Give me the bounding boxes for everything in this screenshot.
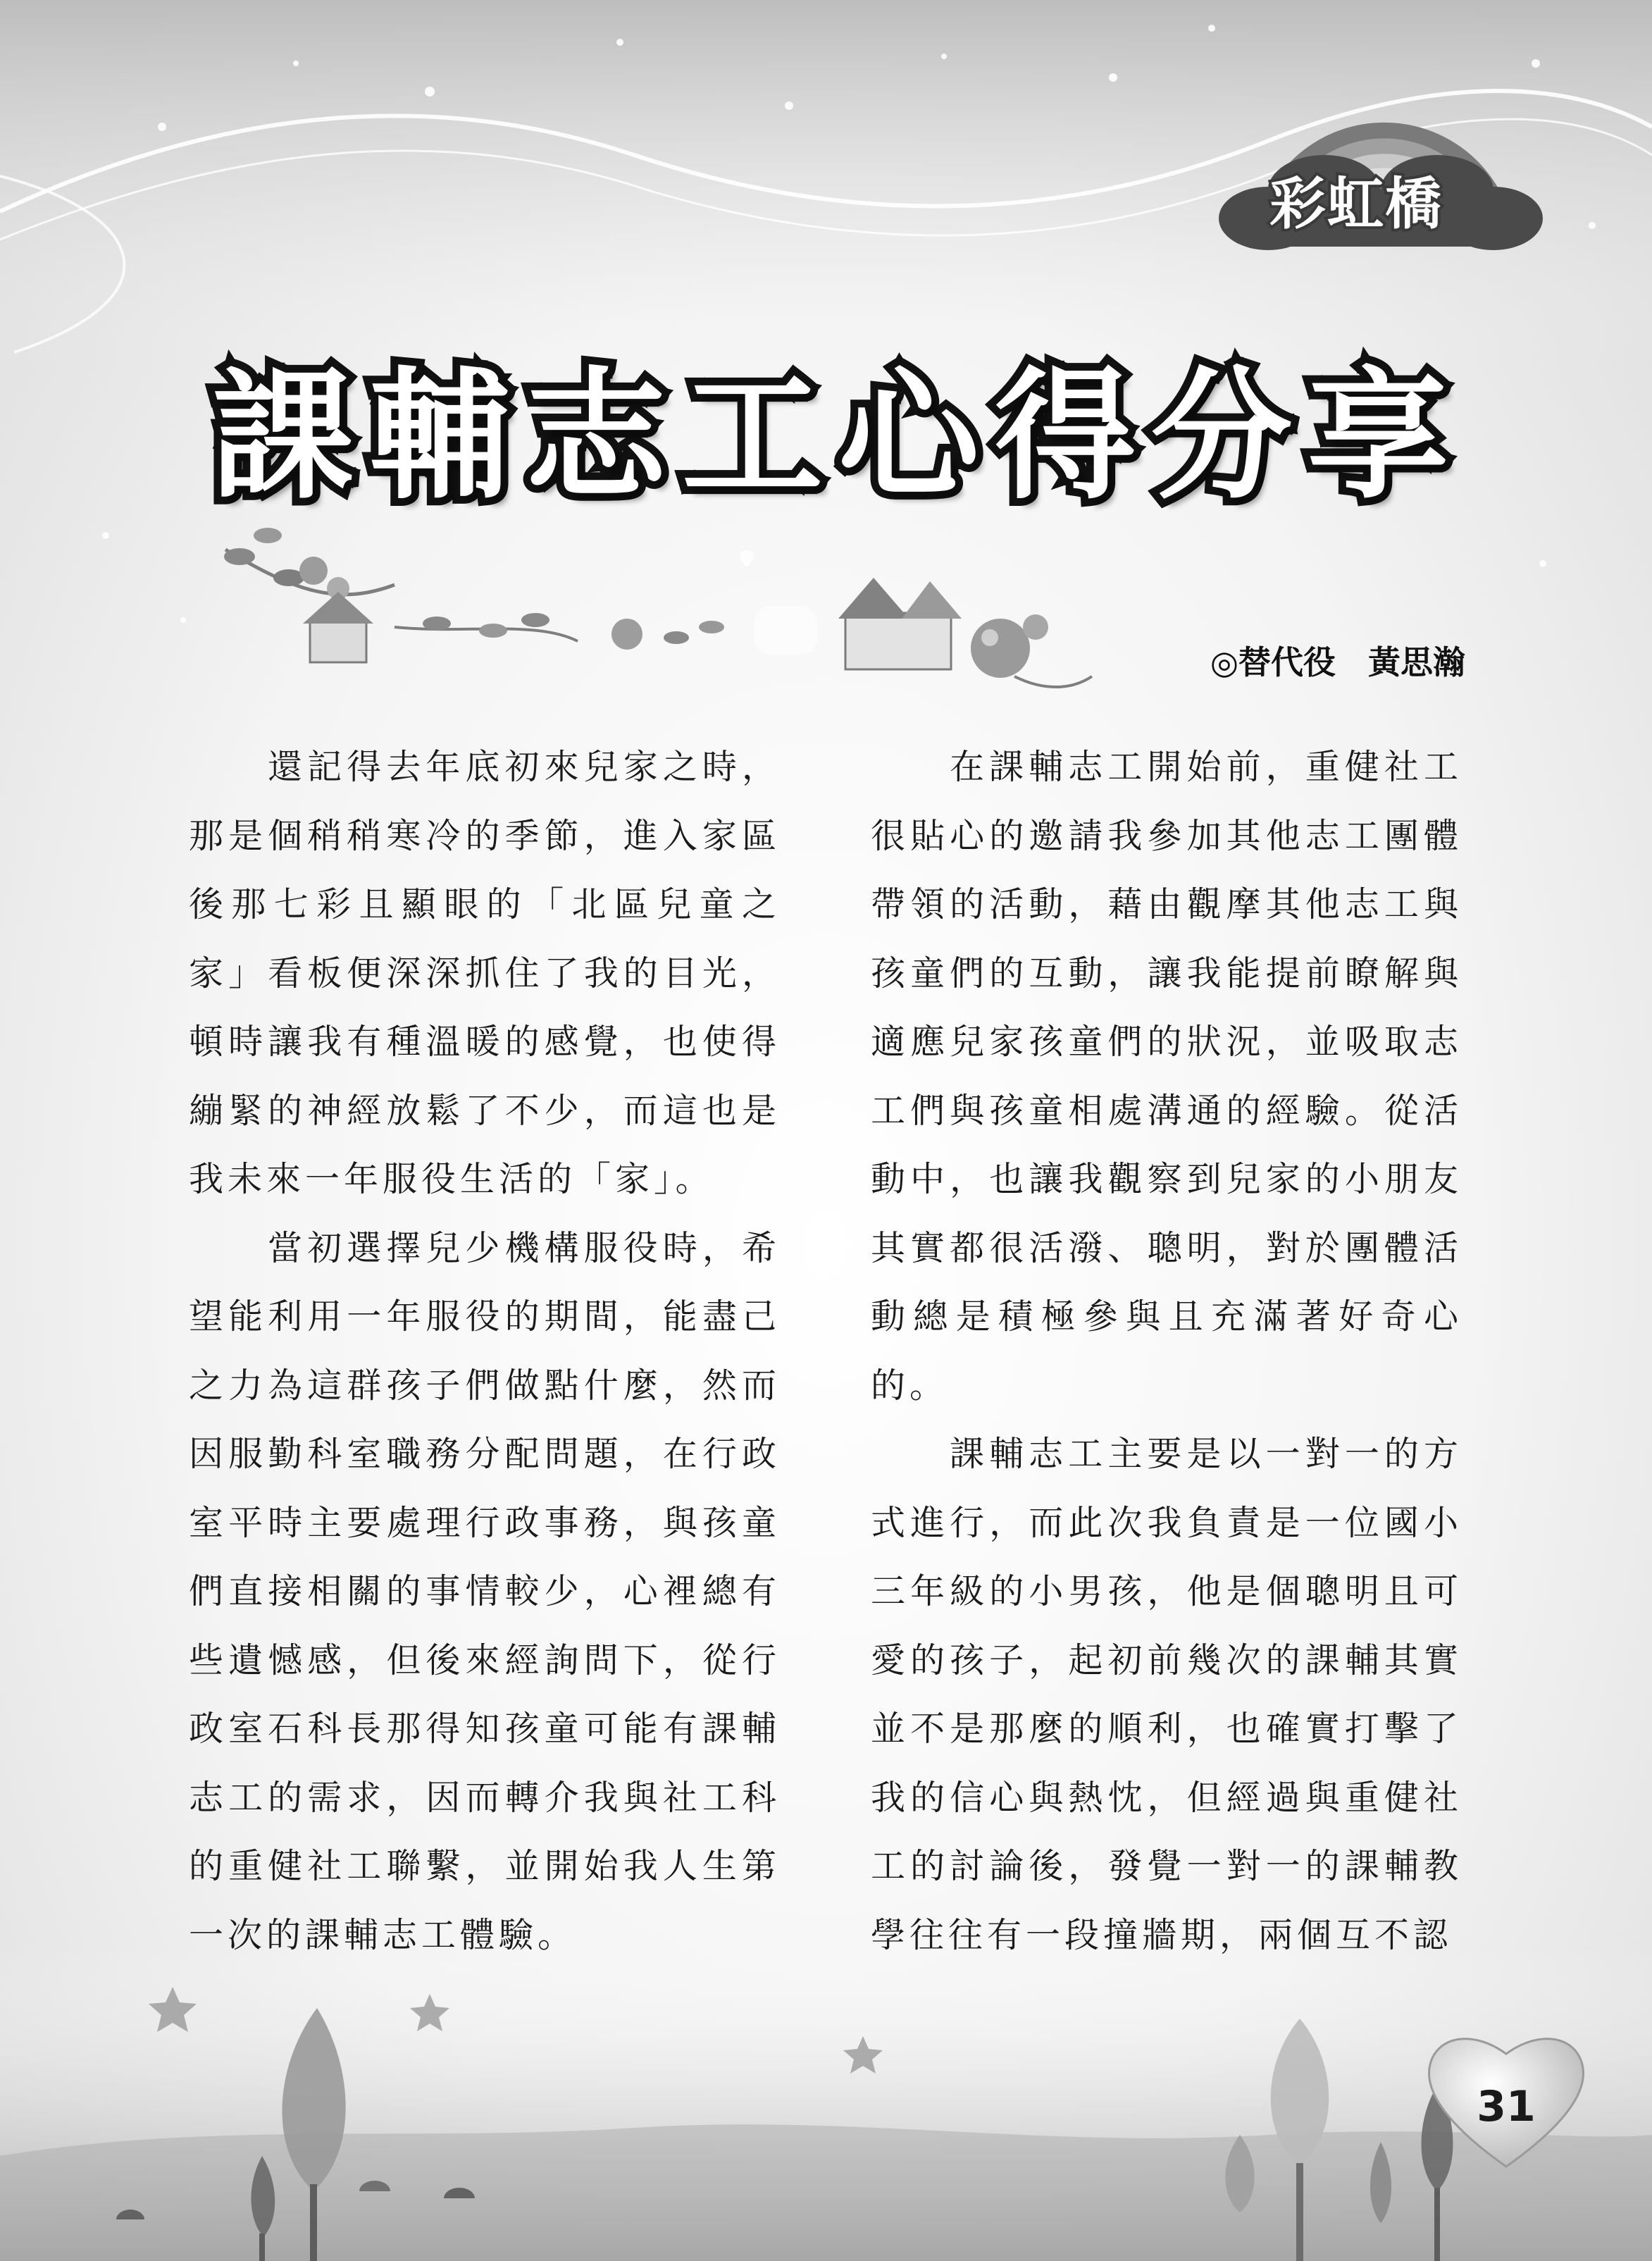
paragraph: 課輔志工主要是以一對一的方式進行，而此次我負責是一位國小三年級的小男孩，他是個聰明且可愛的孩子，起初前幾次的課輔其實並不是那麼的順利，也確實打擊了我的信心與熱忱，但經過與重健社工的討論後，發覺一對一的課輔教學往往有一段撞牆期，兩個互不認 xyxy=(871,1434,1462,1955)
article-author: ◎替代役 黃思瀚 xyxy=(1210,643,1465,681)
text-column-left xyxy=(189,733,781,1969)
section-tag: 彩虹橋 xyxy=(1269,171,1443,237)
paragraph: 還記得去年底初來兒家之時，那是個稍稍寒冷的季節，進入家區後那七彩且顯眼的「北區兒童之家」看板便深深抓住了我的目光，頓時讓我有種溫暖的感覺，也使得繃緊的神經放鬆了不少，而這也是我未來一年服役生活的「家」。 xyxy=(189,747,781,1199)
text-column-right xyxy=(871,733,1462,1969)
vine-decoration xyxy=(224,528,1092,687)
paragraph: 當初選擇兒少機構服役時，希望能利用一年服役的期間，能盡己之力為這群孩子們做點什麼，然而因服勤科室職務分配問題，在行政室平時主要處理行政事務，與孩童們直接相關的事情較少，心裡總有些遺憾感，但後來經詢問下，從行政室石科長那得知孩童可能有課輔志工的需求，因而轉介我與社工科的重健社工聯繫，並開始我人生第一次的課輔志工體驗。 xyxy=(189,1227,781,1955)
paragraph: 在課輔志工開始前，重健社工很貼心的邀請我參加其他志工團體帶領的活動，藉由觀摩其他志工與孩童們的互動，讓我能提前瞭解與適應兒家孩童們的狀況，並吸取志工們與孩童相處溝通的經驗。從活動中，也讓我觀察到兒家的小朋友其實都很活潑、聰明，對於團體活動總是積極參與且充滿著好奇心的。 xyxy=(871,747,1462,1406)
article-title: 課輔志工心得分享 xyxy=(212,354,1464,519)
page-number: 31 xyxy=(1477,2082,1536,2131)
